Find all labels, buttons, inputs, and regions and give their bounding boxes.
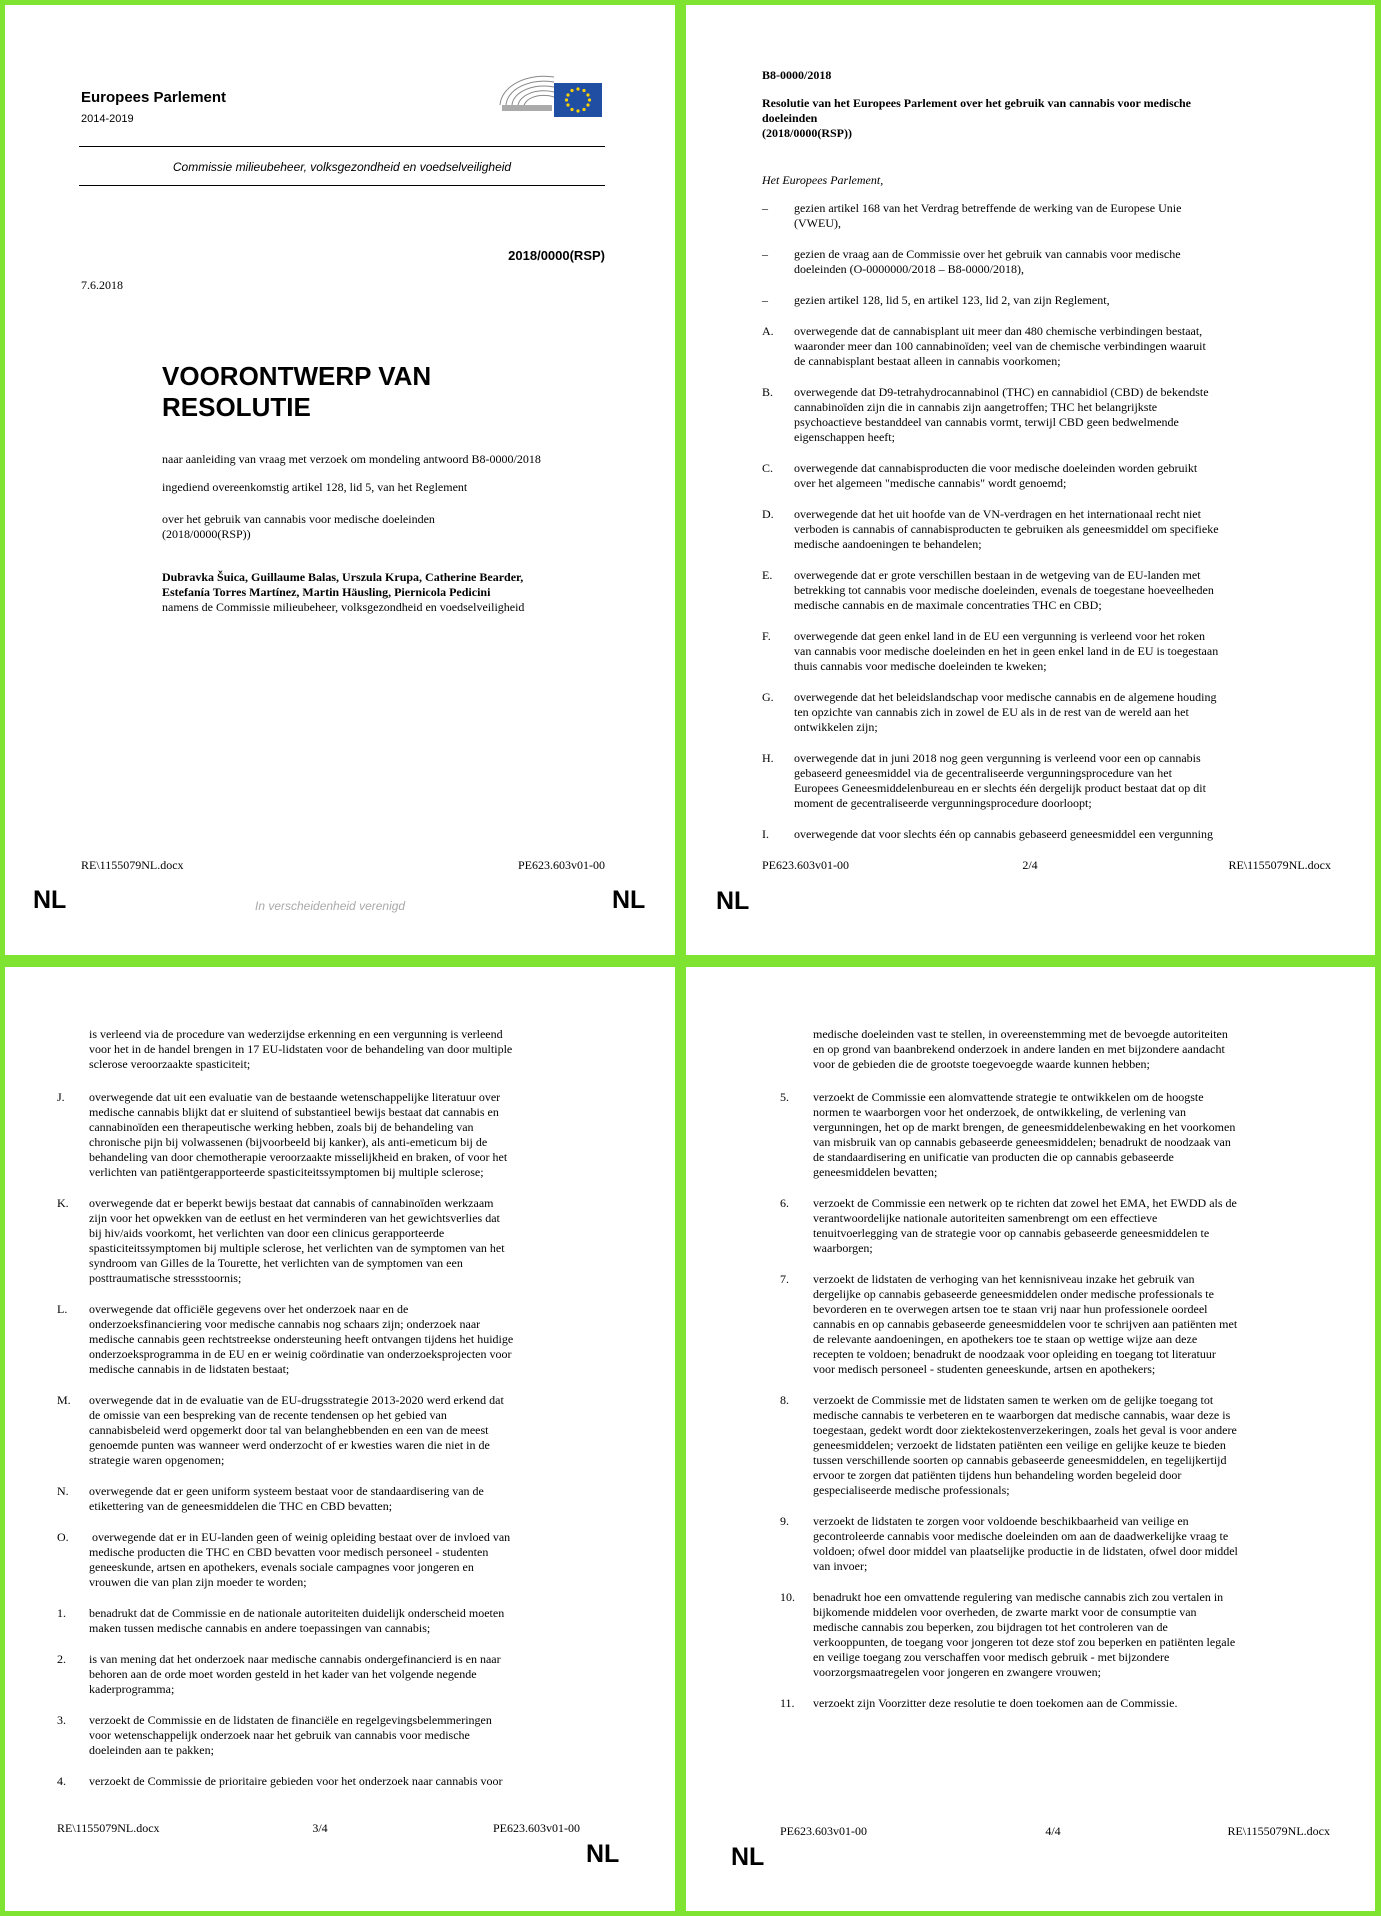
footer-right: PE623.603v01-00 [518, 858, 605, 872]
resolution-heading [762, 96, 1322, 141]
authors-line-2: Estefanía Torres Martínez, Martin Häusling, Piernicola Pedicini [162, 585, 491, 599]
language-code-right: NL [612, 886, 646, 914]
list-item [762, 827, 1362, 842]
item-text [89, 1774, 657, 1789]
item-line: betrekking tot cannabis voor medische doeleinden, evenals de toegestane hoeveelheden [794, 583, 1214, 597]
list-item [57, 1484, 657, 1514]
page-number: 2/4 [1022, 858, 1038, 872]
footer-right: RE\1155079NL.docx [1228, 858, 1331, 872]
list-item [780, 1590, 1360, 1680]
recitals-and-paragraphs-list [57, 1090, 657, 1805]
item-line: dergelijke op cannabis gebaseerde geneesmiddelen onder medische professionals te [813, 1287, 1214, 1301]
item-line: geneeskunde, artsen en apothekers, evenals sociale campagnes voor jongeren en [89, 1560, 474, 1574]
item-text [89, 1713, 657, 1758]
item-label: 1. [57, 1606, 66, 1620]
item-line: zijn voor het opwekken van de eetlust en het verminderen van het gewichtsverlies dat [89, 1211, 500, 1225]
item-line: geneesmiddelen; verzoekt de lidstaten patiënten een veilige en gelijke keuze te bieden [813, 1438, 1226, 1452]
authors-line-1: Dubravka Šuica, Guillaume Balas, Urszula Krupa, Catherine Bearder, [162, 570, 524, 584]
item-line: verkooppunten, de toegang voor jongeren tot deze stof zou beperken en patiënten legale [813, 1635, 1236, 1649]
item-text [794, 247, 1362, 277]
heading-line-2: doeleinden [762, 111, 818, 125]
list-item [762, 247, 1362, 277]
list-item [780, 1696, 1360, 1711]
footer-left: PE623.603v01-00 [780, 1824, 867, 1838]
item-label: – [762, 201, 768, 215]
item-line: bevorderen en te overwegen artsen toe te staan vrij naar hun professionele oordeel [813, 1302, 1208, 1316]
item-line: genoemde punten was wanneer werd onderzocht of er kwesties waren die niet in de [89, 1438, 490, 1452]
item-line: cannabinoïden een therapeutische werking hebben, zoals bij de behandeling van [89, 1120, 474, 1134]
footer-left: PE623.603v01-00 [762, 858, 849, 872]
item-line: spasticiteitssymptomen bij multiple sclerose, het verlichten van de symptomen van het [89, 1241, 505, 1255]
continued-line: en op grond van baanbrekend onderzoek in andere landen en met bijzondere aandacht [813, 1042, 1225, 1056]
title-line-1: VOORONTWERP VAN [162, 361, 432, 391]
item-text [89, 1090, 657, 1180]
document-title [162, 361, 431, 423]
item-label: M. [57, 1393, 71, 1407]
authors-line-3: namens de Commissie milieubeheer, volksgezondheid en voedselveiligheid [162, 600, 525, 614]
authors-block [162, 570, 524, 615]
item-line: doeleinden aan te pakken; [89, 1743, 214, 1757]
item-line: overwegende dat officiële gegevens over het onderzoek naar en de [89, 1302, 409, 1316]
item-line: tenuitvoerlegging van de strategie voor op cannabis gebaseerde geneesmiddelen te [813, 1226, 1210, 1240]
item-text [813, 1196, 1360, 1256]
item-line: overwegende dat de cannabisplant uit meer dan 480 chemische verbindingen bestaat, [794, 324, 1203, 338]
item-label: L. [57, 1302, 68, 1316]
item-label: – [762, 247, 768, 261]
item-label: D. [762, 507, 774, 521]
title-line-2: RESOLUTIE [162, 392, 311, 422]
item-line: medische cannabis en de maximale concentraties THC en CBD; [794, 598, 1102, 612]
list-item [762, 751, 1362, 811]
item-line: overwegende dat geen enkel land in de EU een vergunning is verleend voor het roken [794, 629, 1205, 643]
item-line: overwegende dat het uit hoofde van de VN-verdragen en het internationaal recht niet [794, 507, 1201, 521]
item-line: vrouwen die van plan zijn moeder te worden; [89, 1575, 307, 1589]
list-item [780, 1393, 1360, 1498]
item-text [813, 1696, 1360, 1711]
list-item [57, 1393, 657, 1468]
item-line: kaderprogramma; [89, 1682, 175, 1696]
item-label: I. [762, 827, 769, 841]
item-text [813, 1272, 1360, 1377]
procedure-number: 2018/0000(RSP) [508, 248, 605, 263]
item-text [813, 1514, 1360, 1574]
continued-line: voor het in de handel brengen in 17 EU-lidstaten voor de behandeling van door multiple [89, 1042, 513, 1056]
item-text [813, 1590, 1360, 1680]
footer-left: RE\1155079NL.docx [57, 1821, 160, 1835]
item-line: ervoor te zorgen dat patiënten tijdens hun behandeling worden begeleid door [813, 1468, 1182, 1482]
subtitle-subject [162, 512, 435, 542]
item-line: psychoactieve bestanddeel van cannabis vormt, terwijl CBD geen bedwelmende [794, 415, 1179, 429]
item-label: C. [762, 461, 774, 475]
item-line: is van mening dat het onderzoek naar medische cannabis ondergefinancierd is en naar [89, 1652, 501, 1666]
item-line: onderzoeksfinanciering voor medische cannabis nog schaars zijn; onderzoek naar [89, 1317, 481, 1331]
item-line: medische cannabis zou beperken, zou bijdragen tot het controleren van de [813, 1620, 1168, 1634]
item-line: medische producten die THC en CBD bevatten voor medisch personeel - studenten [89, 1545, 489, 1559]
item-line: waarborgen; [813, 1241, 873, 1255]
item-line: gecontroleerde cannabis voor medische doeleinden om aan de daadwerkelijke vraag te [813, 1529, 1229, 1543]
item-line: normen te waarborgen voor het onderzoek, de ontwikkeling, de verlening van [813, 1105, 1186, 1119]
list-item [762, 690, 1362, 735]
item-line: voor wetenschappelijk onderzoek naar het gebruik van cannabis voor medische [89, 1728, 470, 1742]
item-line: overwegende dat cannabisproducten die voor medische doeleinden worden gebruikt [794, 461, 1198, 475]
item-label: E. [762, 568, 773, 582]
subject-procedure: (2018/0000(RSP)) [162, 527, 251, 541]
item-label: F. [762, 629, 771, 643]
item-text [89, 1606, 657, 1636]
item-line: verlichten van patiëntgerapporteerde spasticiteitssymptomen bij multiple sclerose; [89, 1165, 484, 1179]
language-code: NL [716, 887, 750, 915]
item-line: benadrukt hoe een omvattende regulering van medische cannabis zich zou vertalen in [813, 1590, 1224, 1604]
item-line: benadrukt dat de Commissie en de nationale autoriteiten duidelijk onderscheid moeten [89, 1606, 505, 1620]
item-line: ten opzichte van cannabis zich in zowel de EU als in de rest van de wereld aan het [794, 705, 1189, 719]
item-label: 7. [780, 1272, 789, 1286]
item-line: medische cannabis te verbeteren en te waarborgen dat medische cannabis, waar deze is [813, 1408, 1231, 1422]
item-line: gezien de vraag aan de Commissie over het gebruik van cannabis voor medische [794, 247, 1181, 261]
item-line: medische cannabis geen rechtstreekse ondersteuning heeft ontvangen tijdens het huidige [89, 1332, 514, 1346]
item-line: ontwikkelen zijn; [794, 720, 878, 734]
item-line: strategie waren opgenomen; [89, 1453, 225, 1467]
item-line: verzoekt de Commissie met de lidstaten samen te werken om de gelijke toegang tot [813, 1393, 1214, 1407]
list-item [57, 1196, 657, 1286]
item-line: overwegende dat in juni 2018 nog geen vergunning is verleend voor een op cannabis [794, 751, 1201, 765]
term: 2014-2019 [81, 113, 134, 125]
list-item [57, 1606, 657, 1636]
item-label: K. [57, 1196, 69, 1210]
item-line: toegestaan, gedekt wordt door ziektekostenverzekeringen, zoals het geval is voor andere [813, 1423, 1237, 1437]
item-line: (VWEU), [794, 216, 841, 230]
header-rule-bottom [79, 185, 605, 186]
item-text [89, 1196, 657, 1286]
item-label: 8. [780, 1393, 789, 1407]
list-item [762, 629, 1362, 674]
item-line: en veilige toegang zou verschaffen voor medisch gebruik - met bijzondere [813, 1650, 1170, 1664]
item-text [794, 385, 1362, 445]
item-line: medische cannabis in de lidstaten bestaat; [89, 1362, 290, 1376]
item-line: moment de gecentraliseerde vergunningsprocedure doorloopt; [794, 796, 1092, 810]
item-text [794, 507, 1362, 552]
item-line: recepten te voldoen; benadrukt de noodzaak voor opleiding en toegang tot literatuur [813, 1347, 1216, 1361]
item-line: van misbruik van op cannabis gebaseerde geneesmiddelen; benadrukt de noodzaak van [813, 1135, 1231, 1149]
list-item [762, 385, 1362, 445]
item-text [794, 293, 1362, 308]
item-label: 3. [57, 1713, 66, 1727]
item-line: verboden is cannabis of cannabisproducten te gebruiken als geneesmiddel om specifieke [794, 522, 1219, 536]
item-line: gezien artikel 168 van het Verdrag betreffende de werking van de Europese Unie [794, 201, 1182, 215]
item-line: overwegende dat er beperkt bewijs bestaat dat cannabis of cannabinoïden werkzaam [89, 1196, 494, 1210]
item-line: tussen verschillende soorten op cannabis gebaseerde geneesmiddelen, en tegelijkertijd [813, 1453, 1227, 1467]
list-item [57, 1774, 657, 1789]
item-line: waaronder meer dan 100 cannabinoïden; veel van de chemische verbindingen waaruit [794, 339, 1206, 353]
item-line: thuis cannabis voor medische doeleinden te kweken; [794, 659, 1047, 673]
item-line: overwegende dat er geen uniform systeem bestaat voor de standaardisering van de [89, 1484, 484, 1498]
item-line: geneesmiddelen bevatten; [813, 1165, 938, 1179]
intro-line: Het Europees Parlement, [762, 173, 884, 187]
header-rule-top [79, 146, 605, 147]
page-number: 4/4 [1045, 1824, 1061, 1838]
item-line: voldoen; ofwel door middel van plaatselijke productie in de lidstaten, ofwel door middel [813, 1544, 1238, 1558]
item-label: H. [762, 751, 774, 765]
language-code-left: NL [33, 886, 67, 914]
item-label: 11. [780, 1696, 795, 1710]
item-label: J. [57, 1090, 65, 1104]
item-line: cannabinoïden zijn die in cannabis zijn aangetroffen; THC het belangrijkste [794, 400, 1158, 414]
list-item [57, 1652, 657, 1697]
item-line: de cannabisplant bestaat alleen in cannabis voorkomen; [794, 354, 1061, 368]
list-item [57, 1713, 657, 1758]
list-item [780, 1196, 1360, 1256]
item-label: 9. [780, 1514, 789, 1528]
item-line: verzoekt de Commissie een netwerk op te richten dat zowel het EMA, het EWDD als de [813, 1196, 1237, 1210]
language-code: NL [731, 1843, 765, 1871]
item-text [794, 827, 1362, 842]
list-item [780, 1514, 1360, 1574]
item-label: O. [57, 1530, 69, 1544]
org-name: Europees Parlement [81, 89, 227, 106]
list-item [762, 507, 1362, 552]
item-line: verzoekt de Commissie de prioritaire gebieden voor het onderzoek naar cannabis voor [89, 1774, 503, 1788]
item-text [89, 1484, 657, 1514]
item-line: gebaseerd geneesmiddel via de gecentraliseerde vergunningsprocedure van het [794, 766, 1172, 780]
subject-line: over het gebruik van cannabis voor medische doeleinden [162, 512, 435, 526]
list-item [780, 1090, 1360, 1180]
item-line: Europees Geneesmiddelenbureau en er slechts één dergelijk product bestaat dat op dit [794, 781, 1206, 795]
item-line: verzoekt de lidstaten te zorgen voor voldoende beschikbaarheid van veilige en [813, 1514, 1189, 1528]
item-text [794, 461, 1362, 491]
item-text [794, 568, 1362, 613]
item-text [89, 1393, 657, 1468]
item-line: voorzorgsmaatregelen voor jongeren en zwangere vrouwen; [813, 1665, 1101, 1679]
page-number: 3/4 [312, 1821, 328, 1835]
footer-right: RE\1155079NL.docx [1227, 1824, 1330, 1838]
list-item [57, 1090, 657, 1180]
item-line: overwegende dat voor slechts één op cannabis gebaseerd geneesmiddel een vergunning [794, 827, 1213, 841]
item-line: gespecialiseerde medische professionals; [813, 1483, 1010, 1497]
document-number: B8-0000/2018 [762, 68, 832, 82]
item-text [794, 629, 1362, 674]
item-line: bij hiv/aids voorkomt, het verlichten van door een clinicus gerapporteerde [89, 1226, 445, 1240]
item-line: de omissie van een bespreking van de recente tendensen op het gebied van [89, 1408, 447, 1422]
list-item [762, 324, 1362, 369]
item-label: N. [57, 1484, 69, 1498]
item-line: etikettering van de geneesmiddelen die THC en CBD bevatten; [89, 1499, 393, 1513]
item-line: van invoer; [813, 1559, 868, 1573]
list-item [762, 293, 1362, 308]
item-line: voor medisch personeel - studenten geneeskunde, artsen en apothekers; [813, 1362, 1156, 1376]
item-label: B. [762, 385, 774, 399]
paragraphs-list [780, 1090, 1360, 1727]
item-line: posttraumatische stressstoornis; [89, 1271, 242, 1285]
document-date: 7.6.2018 [81, 278, 123, 292]
list-item [780, 1272, 1360, 1377]
item-text [89, 1302, 657, 1377]
continued-line: sclerose veroorzaakte spasticiteit; [89, 1057, 251, 1071]
item-label: G. [762, 690, 774, 704]
list-item [762, 568, 1362, 613]
item-text [794, 324, 1362, 369]
item-text [794, 201, 1362, 231]
subtitle-rule: ingediend overeenkomstig artikel 128, lid 5, van het Reglement [162, 480, 468, 494]
item-label: A. [762, 324, 774, 338]
heading-line-1: Resolutie van het Europees Parlement over het gebruik van cannabis voor medische [762, 96, 1191, 110]
continued-line: is verleend via de procedure van wederzijdse erkenning en een vergunning is verleend [89, 1027, 503, 1041]
list-item [762, 201, 1362, 231]
parliament-logo-icon [494, 65, 604, 129]
continued-text [89, 1027, 512, 1072]
committee-name: Commissie milieubeheer, volksgezondheid en voedselveiligheid [172, 160, 512, 174]
item-line: overwegende dat er grote verschillen bestaan in de wetgeving van de EU-landen met [794, 568, 1201, 582]
item-line: eigenschappen heeft; [794, 430, 895, 444]
item-label: 2. [57, 1652, 66, 1666]
item-text [813, 1090, 1360, 1180]
item-text [813, 1393, 1360, 1498]
item-line: gezien artikel 128, lid 5, en artikel 123, lid 2, van zijn Reglement, [794, 293, 1110, 307]
subtitle-question: naar aanleiding van vraag met verzoek om mondeling antwoord B8-0000/2018 [162, 452, 541, 466]
item-line: syndroom van Gilles de la Tourette, het verlichten van de symptomen van een [89, 1256, 463, 1270]
item-text [794, 690, 1362, 735]
footer-right: PE623.603v01-00 [493, 1821, 580, 1835]
item-line: cannabisbeleid werd opgemerkt door tal van belanghebbenden en een van de meest [89, 1423, 489, 1437]
item-label: 4. [57, 1774, 66, 1788]
item-line: behandeling van door chemotherapie veroorzaakte misselijkheid en braken, of voor het [89, 1150, 508, 1164]
item-line: doeleinden (O-0000000/2018 – B8-0000/2018), [794, 262, 1024, 276]
item-line: vergunningen, het op de markt brengen, de geneesmiddelenbewaking en het voorkomen [813, 1120, 1236, 1134]
item-label: 6. [780, 1196, 789, 1210]
item-line: overwegende dat uit een evaluatie van de bestaande wetenschappelijke literatuur over [89, 1090, 501, 1104]
heading-line-3: (2018/0000(RSP)) [762, 126, 852, 140]
item-line: verzoekt de Commissie een alomvattende strategie te ontwikkelen om de hoogste [813, 1090, 1204, 1104]
item-line: verzoekt de lidstaten de verhoging van het kennisniveau inzake het gebruik van [813, 1272, 1195, 1286]
item-label: 5. [780, 1090, 789, 1104]
continued-line: voor de gebieden die de grootste toegevoegde waarde kunnen hebben; [813, 1057, 1150, 1071]
item-line: medische aandoeningen te behandelen; [794, 537, 982, 551]
item-line: onderzoeksprogramma in de EU en er weinig coördinatie van onderzoeksprojecten voor [89, 1347, 512, 1361]
item-line: de relevante aandoeningen, en apothekers toe te staan op wettige wijze aan deze [813, 1332, 1198, 1346]
item-label: 10. [780, 1590, 795, 1604]
page-3 [5, 967, 675, 1911]
item-line: chronische pijn bij volwassenen (bijvoorbeeld bij kanker), als anti-emeticum bij de [89, 1135, 488, 1149]
item-line: verzoekt de Commissie en de lidstaten de financiële en regelgevingsbelemmeringen [89, 1713, 492, 1727]
item-line: overwegende dat D9-tetrahydrocannabinol (THC) en cannabidiol (CBD) de bekendste [794, 385, 1209, 399]
eu-motto: In verscheidenheid verenigd [255, 899, 406, 913]
item-line: overwegende dat het beleidslandschap voor medische cannabis en de algemene houding [794, 690, 1217, 704]
item-line: verzoekt zijn Voorzitter deze resolutie te doen toekomen aan de Commissie. [813, 1696, 1178, 1710]
item-text [89, 1530, 657, 1590]
continued-text [813, 1027, 1228, 1072]
item-text [89, 1652, 657, 1697]
footer-left: RE\1155079NL.docx [81, 858, 184, 872]
recitals-list [762, 201, 1362, 858]
item-line: behoren aan de orde moet worden gesteld in het kader van het volgende negende [89, 1667, 477, 1681]
item-line: over het algemeen "medische cannabis" wordt genoemd; [794, 476, 1067, 490]
page-2 [686, 5, 1375, 955]
language-code: NL [586, 1840, 620, 1868]
item-line: cannabis en op cannabis gebaseerde geneesmiddelen voor te schrijven aan patiënten met [813, 1317, 1238, 1331]
page-1 [5, 5, 675, 955]
item-line: bijkomende middelen voor overheden, de zwarte markt voor de consumptie van [813, 1605, 1197, 1619]
list-item [57, 1302, 657, 1377]
list-item [762, 461, 1362, 491]
item-line: de standaardisering en unificatie van producten die op cannabis gebaseerde [813, 1150, 1174, 1164]
item-line: maken tussen medische cannabis en andere toepassingen van cannabis; [89, 1621, 431, 1635]
item-line: verantwoordelijke nationale autoriteiten samenbrengt om een effectieve [813, 1211, 1158, 1225]
item-line: overwegende dat in de evaluatie van de EU-drugsstrategie 2013-2020 werd erkend dat [89, 1393, 504, 1407]
item-text [794, 751, 1362, 811]
page-4 [686, 967, 1375, 1911]
item-line: medische cannabis blijkt dat er sluitend of substantieel bewijs bestaat dat cannabis en [89, 1105, 499, 1119]
item-line: van cannabis voor medische doeleinden en het in geen enkel land in de EU is toegestaan [794, 644, 1219, 658]
list-item [57, 1530, 657, 1590]
item-line: overwegende dat er in EU-landen geen of weinig opleiding bestaat over de invloed van [89, 1530, 511, 1544]
item-label: – [762, 293, 768, 307]
continued-line: medische doeleinden vast te stellen, in overeenstemming met de bevoegde autoriteiten [813, 1027, 1228, 1041]
